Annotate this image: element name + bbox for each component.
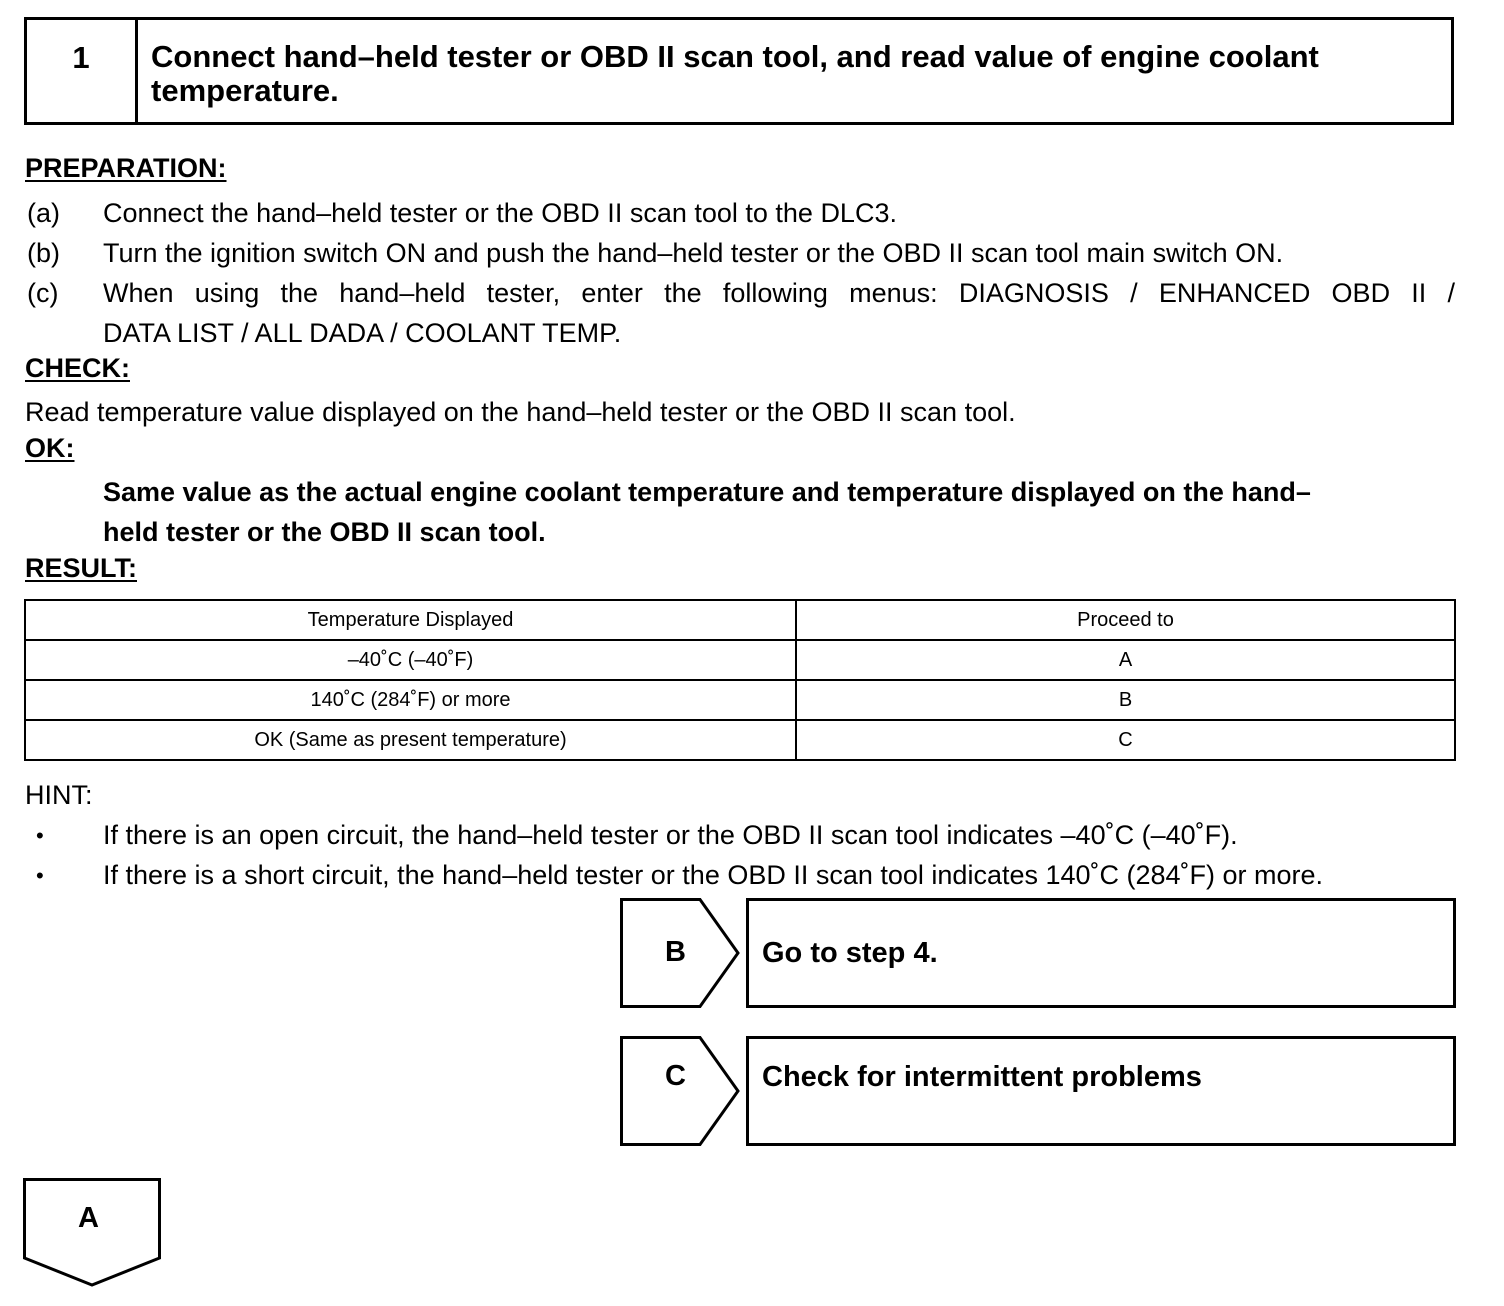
bullet-icon: • xyxy=(36,823,44,848)
branch-b-letter: B xyxy=(665,936,686,968)
column-header: Temperature Displayed xyxy=(25,600,796,640)
table-cell: C xyxy=(796,720,1455,760)
branch-b-action: Go to step 4. xyxy=(746,898,1456,1008)
branch-b-tag xyxy=(620,898,742,1008)
prep-text-c-line2: DATA LIST / ALL DADA / COOLANT TEMP. xyxy=(103,318,622,348)
prep-label-c: (c) xyxy=(27,278,59,308)
prep-label-b: (b) xyxy=(27,238,60,268)
prep-label-a: (a) xyxy=(27,198,60,228)
prep-text-a: Connect the hand–held tester or the OBD II scan tool to the DLC3. xyxy=(103,198,897,228)
table-header-row xyxy=(25,600,1455,640)
branch-c-tag xyxy=(620,1036,742,1146)
hint-item: If there is an open circuit, the hand–held tester or the OBD II scan tool indicates –40˚C (–40˚F). xyxy=(103,820,1238,850)
result-heading: RESULT: xyxy=(25,553,137,583)
hint-item: If there is a short circuit, the hand–held tester or the OBD II scan tool indicates 140˚C (284˚F) or more. xyxy=(103,860,1324,890)
preparation-heading: PREPARATION: xyxy=(25,153,227,183)
table-cell: –40˚C (–40˚F) xyxy=(25,640,796,680)
table-cell: B xyxy=(796,680,1455,720)
bullet-icon: • xyxy=(36,863,44,888)
check-text: Read temperature value displayed on the hand–held tester or the OBD II scan tool. xyxy=(25,397,1016,427)
branch-c-action: Check for intermittent problems xyxy=(746,1036,1456,1146)
table-row xyxy=(25,720,1455,760)
hint-heading: HINT: xyxy=(25,780,93,810)
prep-text-c-line1: When using the hand–held tester, enter the following menus: DIAGNOSIS / ENHANCED OBD II / xyxy=(103,278,1455,308)
continue-a-tag xyxy=(23,1178,161,1288)
step-title xyxy=(138,20,1451,122)
step-title-line2: temperature. xyxy=(151,73,339,108)
table-cell: OK (Same as present temperature) xyxy=(25,720,796,760)
check-heading: CHECK: xyxy=(25,353,130,383)
ok-text-line1: Same value as the actual engine coolant temperature and temperature displayed on the hand– xyxy=(103,477,1311,507)
step-title-line1: Connect hand–held tester or OBD II scan tool, and read value of engine coolant xyxy=(151,39,1319,74)
column-header: Proceed to xyxy=(796,600,1455,640)
result-table xyxy=(24,599,1456,761)
table-cell: 140˚C (284˚F) or more xyxy=(25,680,796,720)
ok-heading: OK: xyxy=(25,433,75,463)
prep-text-b: Turn the ignition switch ON and push the hand–held tester or the OBD II scan tool main switch ON. xyxy=(103,238,1284,268)
branch-c-letter: C xyxy=(665,1060,686,1092)
step-number: 1 xyxy=(27,20,138,122)
table-cell: A xyxy=(796,640,1455,680)
ok-text-line2: held tester or the OBD II scan tool. xyxy=(103,517,546,547)
step-header xyxy=(24,17,1454,125)
table-row xyxy=(25,680,1455,720)
table-row xyxy=(25,640,1455,680)
continue-a-letter: A xyxy=(78,1202,99,1234)
